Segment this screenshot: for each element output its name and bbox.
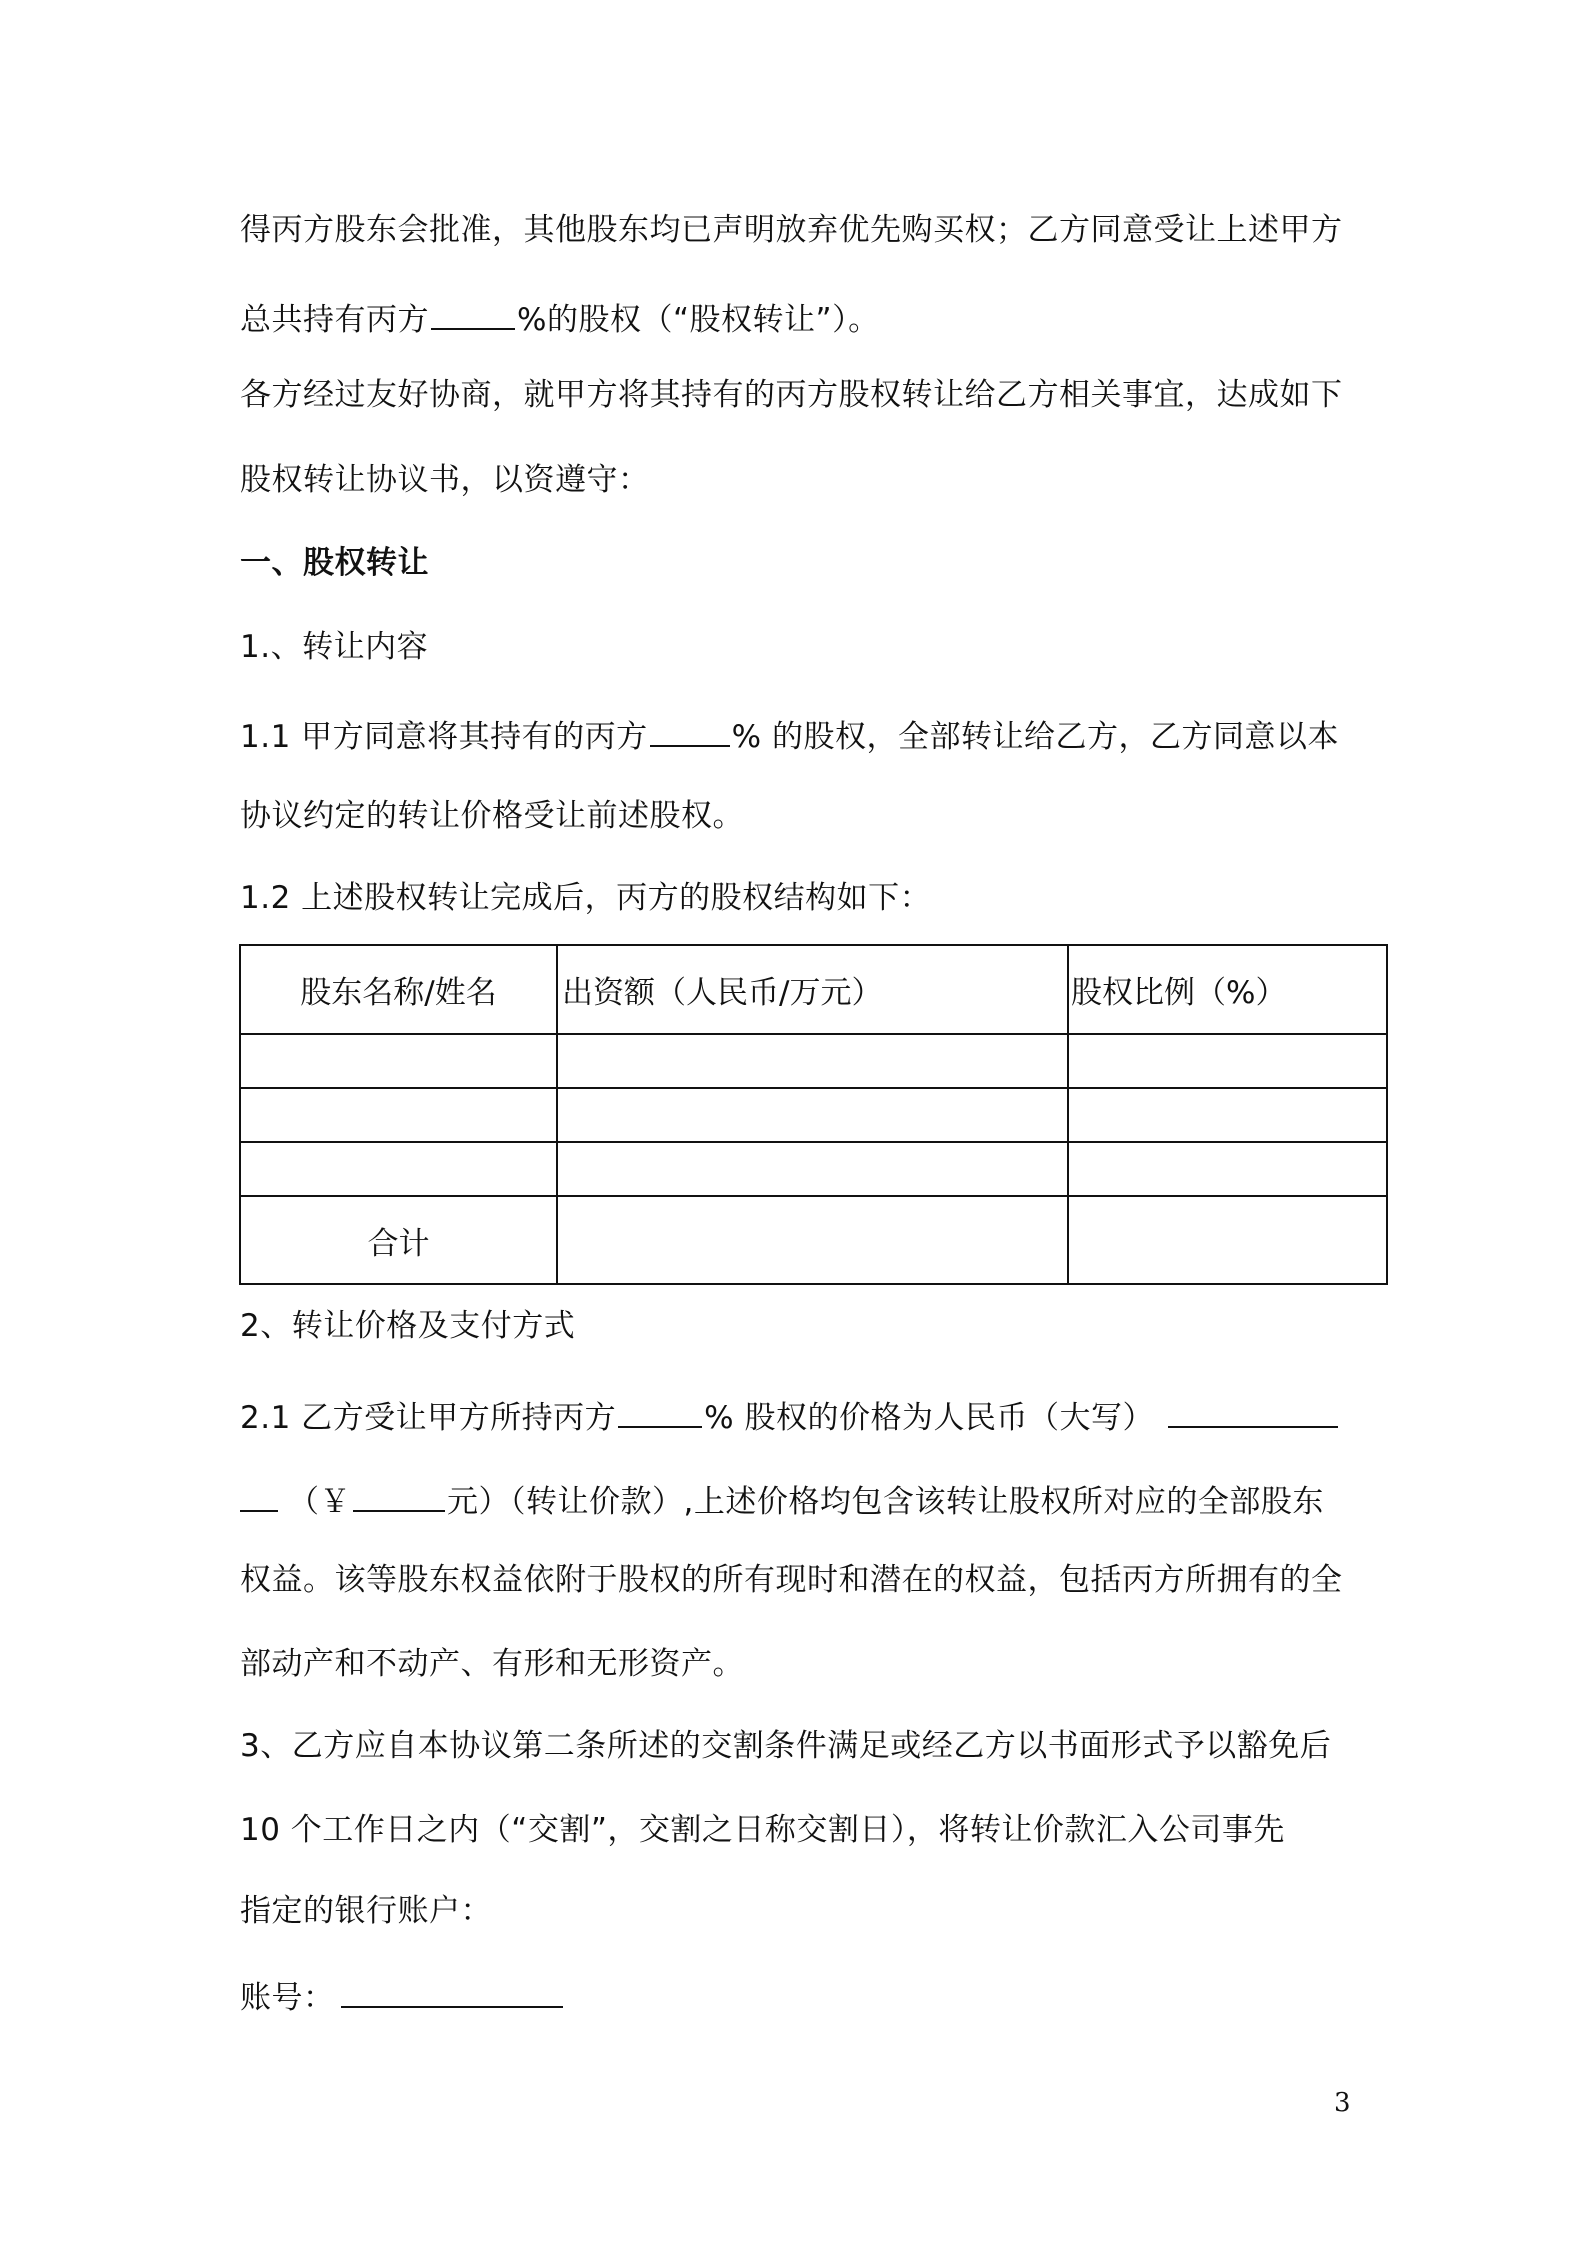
percent-blank-3[interactable] <box>618 1396 702 1428</box>
table-total-row <box>240 1196 1387 1284</box>
item2-1-line2 <box>240 1480 1324 1522</box>
page-number: 3 <box>1334 2088 1351 2118</box>
item2-1-line2-b: 元）（转让价款）,上述价格均包含该转让股权所对应的全部股东 <box>447 1484 1324 1520</box>
item1-1-line1 <box>240 715 1339 757</box>
table-cell[interactable] <box>1068 1196 1387 1284</box>
price-number-blank[interactable] <box>353 1480 445 1512</box>
table-row <box>240 1142 1387 1196</box>
table-cell[interactable] <box>240 1034 557 1088</box>
account-label: 账号： <box>240 1980 335 2016</box>
percent-blank-1[interactable] <box>431 298 515 330</box>
header-shareholder-name: 股东名称/姓名 <box>240 945 557 1034</box>
table-row <box>240 1088 1387 1142</box>
table-cell[interactable] <box>557 1034 1068 1088</box>
para1-line2-before: 总共持有丙方 <box>240 302 429 338</box>
table-cell[interactable] <box>557 1088 1068 1142</box>
table-cell[interactable] <box>240 1088 557 1142</box>
percent-blank-2[interactable] <box>650 715 730 747</box>
table-cell[interactable] <box>240 1142 557 1196</box>
item3-line3: 指定的银行账户： <box>240 1893 492 1929</box>
item2-1-line3: 权益。该等股东权益依附于股权的所有现时和潜在的权益，包括丙方所拥有的全 <box>240 1562 1343 1598</box>
item2-1-line1 <box>240 1396 1340 1438</box>
para2-line1: 各方经过友好协商，就甲方将其持有的丙方股权转让给乙方相关事宜，达成如下 <box>240 377 1343 413</box>
price-uppercase-blank-cont[interactable] <box>240 1480 278 1512</box>
header-equity-ratio: 股权比例（%） <box>1068 945 1387 1034</box>
section1-title: 一、股权转让 <box>240 545 429 581</box>
para1-line2-after: %的股权（“股权转让”）。 <box>517 302 880 338</box>
account-number-blank[interactable] <box>341 1976 563 2008</box>
para1-line1: 得丙方股东会批准，其他股东均已声明放弃优先购买权；乙方同意受让上述甲方 <box>240 212 1343 248</box>
table-header-row <box>240 945 1387 1034</box>
header-capital-amount: 出资额（人民币/万元） <box>557 945 1068 1034</box>
para1-line2 <box>240 298 880 340</box>
table-cell[interactable] <box>1068 1088 1387 1142</box>
account-line <box>240 1976 565 2018</box>
table-row <box>240 1034 1387 1088</box>
item2-1-line2-a: （￥ <box>288 1484 351 1520</box>
item1-1-before: 1.1 甲方同意将其持有的丙方 <box>240 719 648 755</box>
item2-1-b: % 股权的价格为人民币（大写） <box>704 1400 1154 1436</box>
item2-1-a: 2.1 乙方受让甲方所持丙方 <box>240 1400 617 1436</box>
para2-line2: 股权转让协议书，以资遵守： <box>240 462 650 498</box>
table-cell[interactable] <box>1068 1034 1387 1088</box>
equity-structure-table <box>239 944 1388 1285</box>
table-cell[interactable] <box>1068 1142 1387 1196</box>
item1-1-after: % 的股权，全部转让给乙方，乙方同意以本 <box>731 719 1339 755</box>
item2-1-line4: 部动产和不动产、有形和无形资产。 <box>240 1646 744 1682</box>
item1-1-line2: 协议约定的转让价格受让前述股权。 <box>240 798 744 834</box>
total-label: 合计 <box>240 1196 557 1284</box>
item3-line1: 3、乙方应自本协议第二条所述的交割条件满足或经乙方以书面形式予以豁免后 <box>240 1728 1332 1764</box>
item3-line2: 10 个工作日之内（“交割”，交割之日称交割日），将转让价款汇入公司事先 <box>240 1812 1285 1848</box>
item2-title: 2、转让价格及支付方式 <box>240 1308 576 1344</box>
item1-title: 1.、转让内容 <box>240 629 429 665</box>
table-cell[interactable] <box>557 1142 1068 1196</box>
table-cell[interactable] <box>557 1196 1068 1284</box>
price-uppercase-blank[interactable] <box>1168 1396 1338 1428</box>
item1-2: 1.2 上述股权转让完成后，丙方的股权结构如下： <box>240 880 932 916</box>
